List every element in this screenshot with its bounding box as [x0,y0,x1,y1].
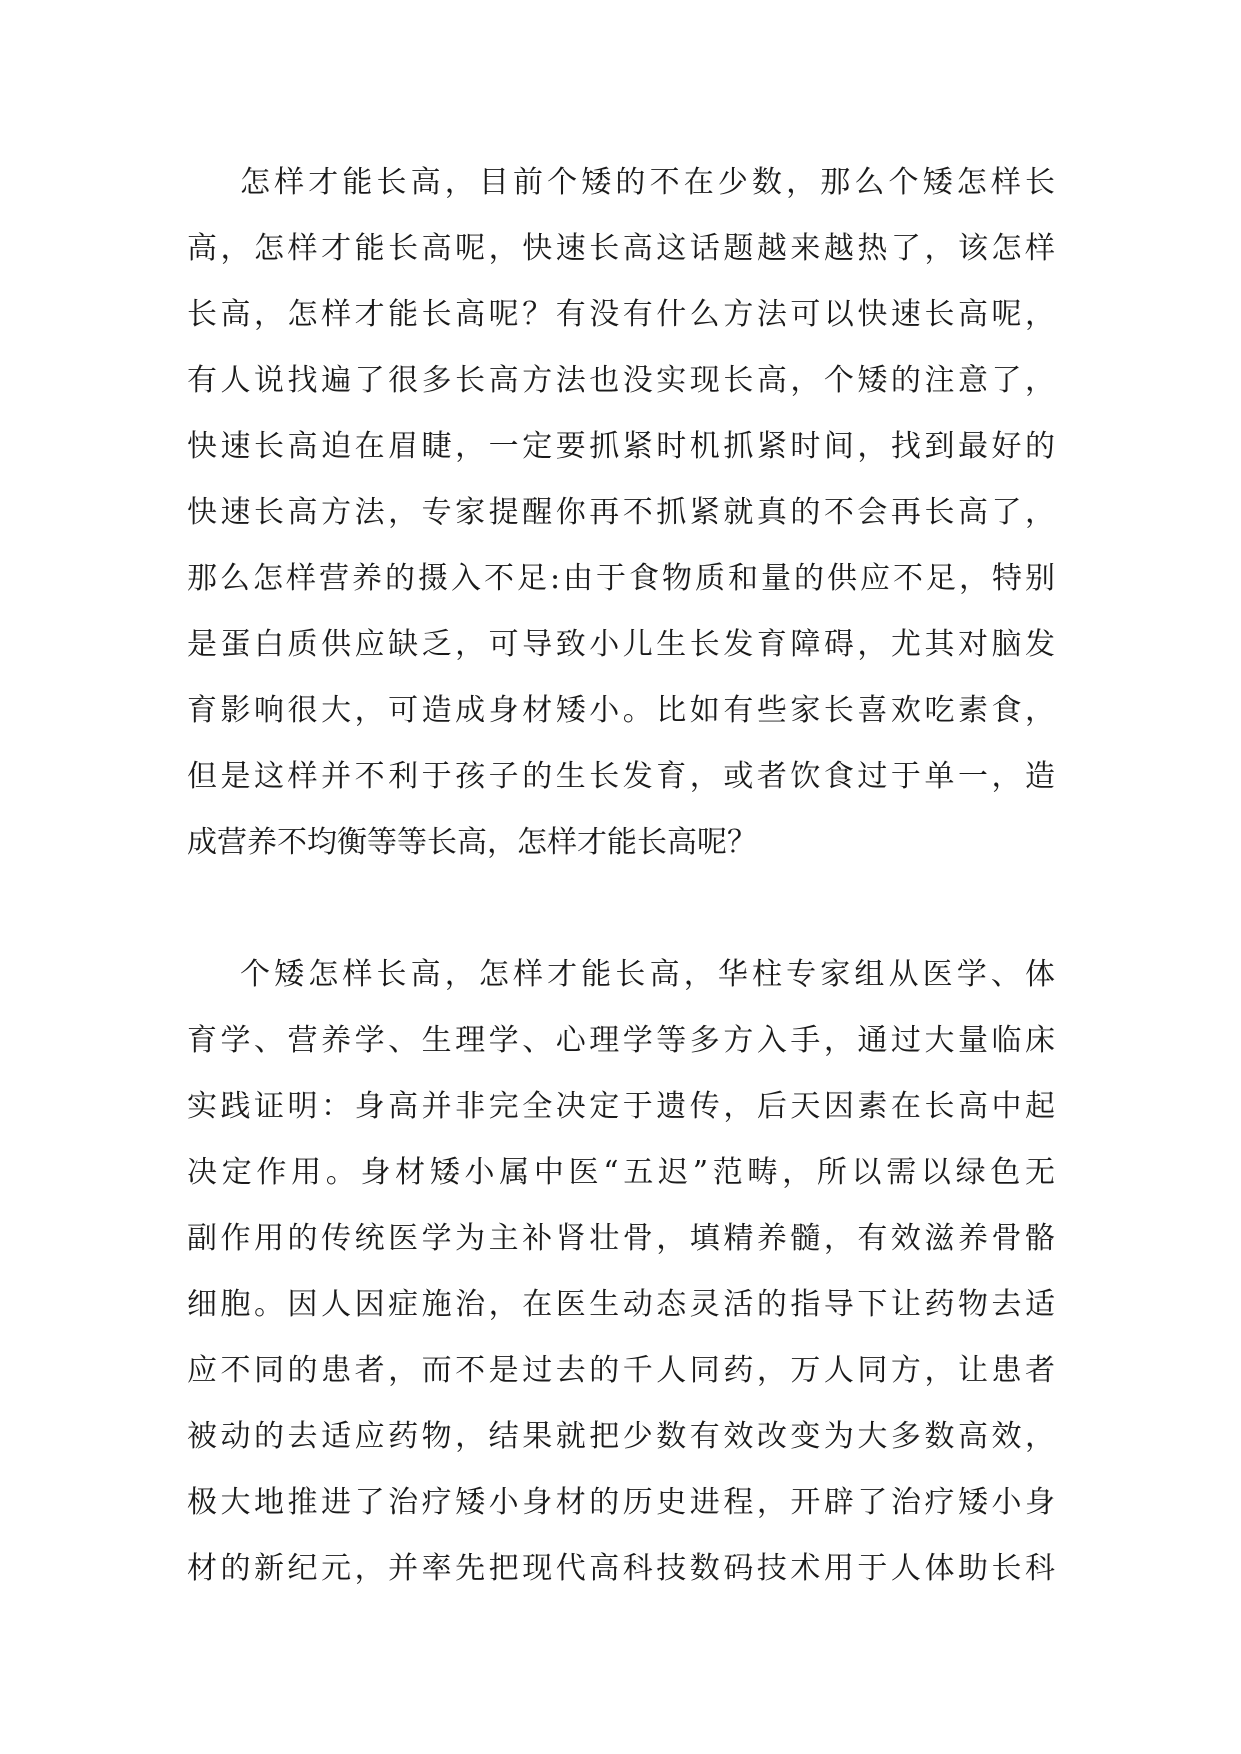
text-line: 应不同的患者，而不是过去的千人同药，万人同方，让患者 [187,1353,1055,1388]
text-line: 快速长高方法，专家提醒你再不抓紧就真的不会再长高了， [187,495,1055,530]
text-line: 是蛋白质供应缺乏，可导致小儿生长发育障碍，尤其对脑发 [187,627,1055,662]
text-line: 极大地推进了治疗矮小身材的历史进程，开辟了治疗矮小身 [187,1485,1055,1520]
text-line: 个矮怎样长高，怎样才能长高，华柱专家组从医学、体 [240,957,1055,992]
text-line: 决定作用。身材矮小属中医“五迟”范畴，所以需以绿色无 [187,1155,1055,1190]
text-line: 实践证明：身高并非完全决定于遗传，后天因素在长高中起 [187,1089,1055,1124]
text-line: 成营养不均衡等等长高，怎样才能长高呢？ [187,825,757,860]
text-line: 但是这样并不利于孩子的生长发育，或者饮食过于单一，造 [187,759,1055,794]
text-line: 副作用的传统医学为主补肾壮骨，填精养髓，有效滋养骨骼 [187,1221,1055,1256]
text-line: 细胞。因人因症施治，在医生动态灵活的指导下让药物去适 [187,1287,1055,1322]
text-line: 怎样才能长高，目前个矮的不在少数，那么个矮怎样长 [240,165,1055,200]
text-line: 有人说找遍了很多长高方法也没实现长高，个矮的注意了， [187,363,1055,398]
text-line: 快速长高迫在眉睫，一定要抓紧时机抓紧时间，找到最好的 [187,429,1055,464]
text-line: 高，怎样才能长高呢，快速长高这话题越来越热了，该怎样 [187,231,1055,266]
text-line: 那么怎样营养的摄入不足:由于食物质和量的供应不足，特别 [187,561,1055,596]
text-line: 被动的去适应药物，结果就把少数有效改变为大多数高效， [187,1419,1055,1454]
text-line: 育学、营养学、生理学、心理学等多方入手，通过大量临床 [187,1023,1055,1058]
text-line: 育影响很大，可造成身材矮小。比如有些家长喜欢吃素食， [187,693,1055,728]
text-line: 材的新纪元，并率先把现代高科技数码技术用于人体助长科 [187,1551,1055,1586]
text-line: 长高，怎样才能长高呢？有没有什么方法可以快速长高呢， [187,297,1055,332]
